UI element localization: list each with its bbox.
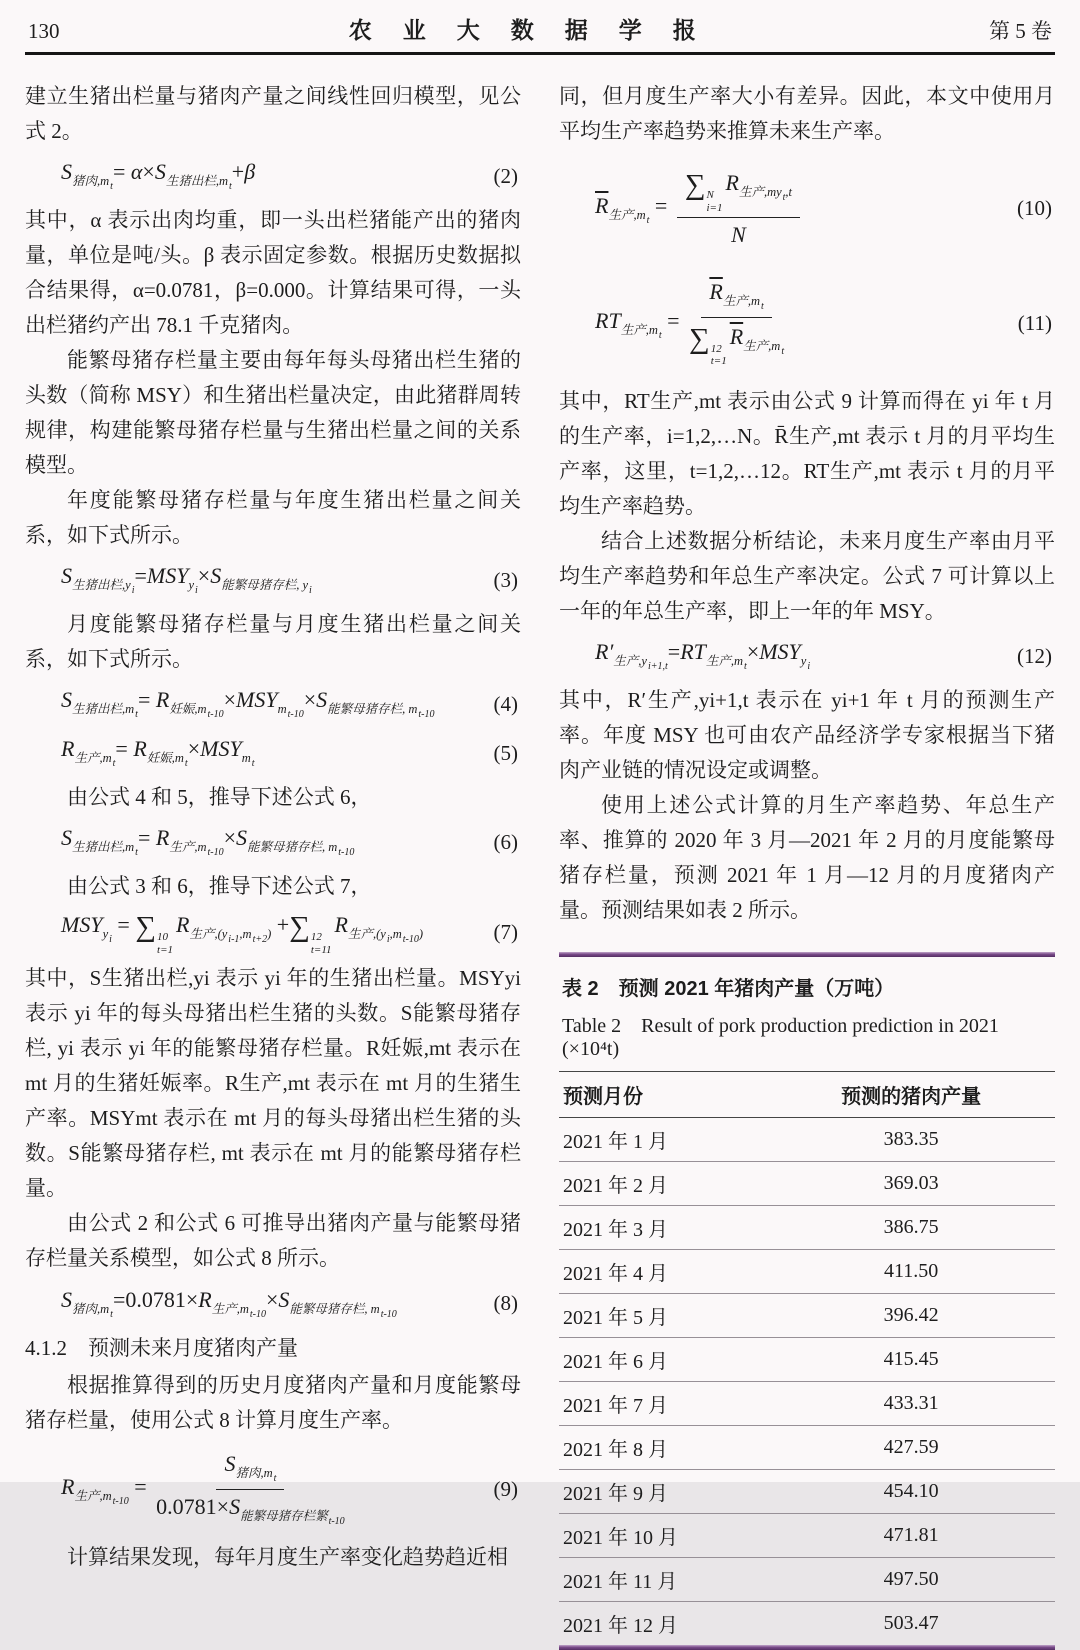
formula-segment: y [102, 927, 109, 941]
formula-segment: ∑ [689, 322, 710, 355]
formula-segment: t [135, 847, 138, 859]
cell-pork-production: 383.35 [767, 1118, 1055, 1162]
formula-segment: 猪肉,m [72, 174, 110, 189]
column-header-month: 预测月份 [559, 1072, 767, 1118]
formula-segment: t [135, 709, 138, 721]
fraction [156, 1450, 345, 1528]
paragraph: 由公式 2 和公式 6 可推导出猪肉产量与能繁母猪存栏量关系模型，如公式 8 所示。 [25, 1211, 521, 1271]
cell-month: 2021 年 6 月 [559, 1338, 767, 1382]
cell-pork-production: 497.50 [767, 1558, 1055, 1602]
formula-segment: 生产,m [620, 323, 658, 338]
formula-segment: 生产,(y [189, 927, 228, 941]
formula-segment: t-10 [207, 709, 224, 721]
formula-12-number: (12) [1017, 643, 1052, 668]
formula-9-number: (9) [493, 1476, 518, 1501]
formula-segment: 生猪出栏,m [72, 702, 135, 717]
formula-segment: t-10 [328, 1515, 345, 1527]
formula-segment: i [309, 585, 312, 597]
formula-segment: MSY [200, 736, 242, 762]
formula-segment: y [188, 578, 195, 593]
formula-segment: 能繁母猪存栏, m [327, 702, 418, 717]
formula-segment: R′ [595, 639, 614, 665]
fraction-denominator [156, 1490, 345, 1529]
formula-6 [25, 820, 521, 864]
formula-segment: t-10 [207, 847, 224, 859]
formula-segment: R [198, 1286, 212, 1312]
table-body [559, 1118, 1055, 1646]
formula-segment: i+1,t [647, 661, 668, 673]
cell-pork-production: 503.47 [883, 1612, 939, 1634]
formula-segment: ∑ [684, 169, 706, 202]
formula-segment: 生产,m [705, 654, 744, 669]
running-head [25, 10, 1055, 45]
cell-month: 2021 年 7 月 [559, 1382, 767, 1426]
formula-segment: S [154, 159, 166, 185]
formula-segment: i-1 [228, 934, 240, 945]
volume-label: 第 5 卷 [989, 19, 1052, 43]
paragraph: 年度能繁母猪存栏量与年度生猪出栏量之间关系，如下式所示。 [25, 488, 521, 547]
formula-11-number: (11) [1017, 310, 1052, 335]
formula-6-number: (6) [493, 829, 518, 854]
paragraph: 结合上述数据分析结论，未来月度生产率由月平均生产率趋势和年总生产率决定。公式 7 可计算以上一年的年总生产率，即上一年的年 MSY。 [559, 529, 1055, 623]
paragraph: 根据推算得到的历史月度猪肉产量和月度能繁母猪存栏量，使用公式 8 计算月度生产率。 [25, 1373, 521, 1433]
table-row [559, 1338, 1055, 1382]
journal-title: 农 业 大 数 据 学 报 [348, 17, 700, 43]
formula-segment: S [224, 1451, 236, 1477]
table-caption-en: Table 2 Result of pork production prediction in 2021 (×10⁴t) [562, 1015, 999, 1060]
formula-segment: = [128, 1474, 153, 1500]
cell-month: 2021 年 12 月 [563, 1615, 678, 1637]
formula-segment: R [61, 736, 75, 762]
formula-2 [25, 154, 521, 198]
formula-segment: ∑ [289, 911, 310, 943]
formula-segment: 生产,m [74, 1489, 112, 1504]
cell-pork-production: 433.31 [767, 1382, 1055, 1426]
formula-segment: = [661, 308, 686, 334]
formula-segment: β [244, 159, 256, 185]
formula-9 [25, 1443, 521, 1535]
fraction-denominator [731, 218, 746, 249]
formula-segment: 能繁母猪存栏, m [247, 840, 338, 855]
formula-segment: S [236, 825, 247, 851]
page-number: 130 [28, 19, 60, 43]
formula-segment: t [744, 661, 747, 673]
formula-segment: 生猪出栏,m [165, 174, 228, 189]
cell-month: 2021 年 1 月 [559, 1118, 767, 1162]
formula-2-body [25, 158, 255, 194]
formula-5-body [25, 735, 255, 771]
formula-segment: 能繁母猪存栏, m [289, 1301, 380, 1316]
formula-7-body [25, 909, 423, 956]
fraction-numerator [701, 278, 771, 318]
table-row [559, 1602, 1055, 1646]
formula-segment: t [273, 1473, 277, 1485]
cell-pork-production: 471.81 [767, 1514, 1055, 1558]
formula-segment: × [197, 563, 211, 589]
header-rule [25, 52, 1055, 55]
formula-segment: m [277, 702, 287, 717]
formula-12-body [559, 638, 810, 674]
paragraph: 使用上述公式计算的月生产率趋势、年总生产率、推算的 2020 年 3 月—2021 年 2 月的月度能繁母猪存栏量，预测 2021 年 1 月—12 月的月度猪肉产量。预测结果如表 2 所示。 [559, 793, 1055, 922]
two-column-body [25, 79, 1055, 1650]
paragraph: 其中，RT生产,mt 表示由公式 9 计算而得在 yi 年 t 月的生产率，i=1,2,…N。R̄生产,mt 表示 t 月的月平均生产率，这里，t=1,2,…12。RT生产,mt 表示 t 月的月平均生产率趋势。 [559, 389, 1055, 518]
formula-segment: 能繁母猪存栏, y [221, 578, 309, 593]
formula-segment: = [649, 193, 673, 219]
formula-segment: $\overline{R}$ [595, 193, 609, 219]
formula-segment: t [110, 1308, 113, 1320]
paragraph: 其中，S生猪出栏,yi 表示 yi 年的生猪出栏量。MSYyi 表示 yi 年的每头母猪出栏生猪的头数。S能繁母猪存栏, yi 表示 yi 年的能繁母猪存栏量。R妊娠,mt 表示在 mt 月的生猪妊娠率。R生产,mt 表示在 mt 月的生猪生产率。MSYmt 表示在 mt 月的每头母猪出栏生猪的头数。S能繁母猪存栏, mt 表示在 mt 月的能繁母猪存栏量。 [25, 966, 521, 1201]
formula-segment: = [112, 159, 131, 185]
formula-segment: × [303, 687, 317, 713]
formula-segment: α [130, 159, 143, 185]
formula-segment: t-10 [418, 709, 435, 721]
formula-6-body [25, 824, 354, 860]
fraction-numerator [677, 167, 800, 218]
paragraph: 由公式 3 和 6，推导下述公式 7， [67, 874, 372, 898]
formula-segment: 能繁母猪存栏繁 [240, 1508, 328, 1523]
table-header-row [559, 1072, 1055, 1118]
formula-3 [25, 558, 521, 602]
formula-segment: t [782, 192, 786, 204]
cell-pork-production: 454.10 [767, 1470, 1055, 1514]
formula-segment: × [265, 1286, 279, 1312]
formula-segment: R [725, 170, 739, 196]
formula-segment: = [134, 563, 147, 589]
formula-8-body [25, 1286, 397, 1322]
table-top-accent-bar [559, 952, 1055, 957]
cell-month: 2021 年 9 月 [559, 1470, 767, 1514]
table-2-figure [559, 952, 1055, 1650]
formula-segment: t [112, 758, 116, 770]
table-row [559, 1426, 1055, 1470]
formula-segment: 生产,(y [348, 927, 386, 941]
formula-segment: = [137, 687, 156, 713]
formula-segment: 生产,m [74, 751, 112, 766]
formula-segment: MSY [61, 912, 103, 937]
cell-month: 2021 年 8 月 [559, 1426, 767, 1470]
table-caption-zh: 表 2 预测 2021 年猪肉产量（万吨） [562, 978, 895, 1000]
table-head [559, 1072, 1055, 1118]
formula-segment: i [807, 661, 811, 673]
table-row [559, 1382, 1055, 1426]
formula-segment: $\overline{R}$ [709, 279, 723, 305]
formula-segment: =0.0781× [112, 1286, 199, 1312]
formula-segment: × [746, 639, 760, 665]
formula-segment: t+2 [252, 934, 268, 945]
column-header-value: 预测的猪肉产量 [767, 1072, 1055, 1118]
formula-segment: R [61, 1474, 75, 1500]
formula-segment: 生猪出栏,y [72, 578, 131, 593]
table-row [559, 1514, 1055, 1558]
formula-segment: 生产,m [211, 1301, 249, 1316]
formula-segment: = [667, 639, 681, 665]
formula-segment: ) [418, 927, 424, 941]
formula-segment: + [231, 159, 245, 185]
formula-segment: ∑ [135, 911, 157, 943]
table-2-captions [559, 972, 1055, 1061]
formula-segment: R [133, 736, 147, 762]
formula-segment: S [61, 825, 72, 851]
formula-segment: 生产,m [169, 840, 207, 855]
paragraph: 由公式 4 和 5，推导下述公式 6， [67, 785, 372, 809]
fraction [689, 278, 784, 368]
sum-limits: 10 t=1 [157, 931, 173, 956]
section-heading-4-1-2: 4.1.2 预测未来月度猪肉产量 [25, 1336, 298, 1361]
formula-segment: 生产,m [743, 338, 781, 353]
formula-segment: ) [267, 927, 272, 941]
cell-month: 2021 年 11 月 [559, 1558, 767, 1602]
formula-segment: i [131, 585, 135, 597]
table-row [559, 1162, 1055, 1206]
prediction-table [559, 1071, 1055, 1645]
formula-segment: = [137, 825, 156, 851]
right-column [559, 79, 1055, 1650]
table-row [559, 1206, 1055, 1250]
formula-segment: t-10 [287, 709, 304, 721]
formula-segment: R [176, 912, 190, 937]
formula-segment: 0.0781× [156, 1493, 230, 1519]
paragraph: 月度能繁母猪存栏量与月度生猪出栏量之间关系，如下式所示。 [25, 612, 521, 671]
fraction-denominator [689, 318, 784, 368]
formula-segment: 生产,m [722, 294, 760, 309]
formula-4-body [25, 686, 435, 722]
paragraph: 建立生猪出栏量与猪肉产量之间线性回归模型，见公式 2。 [25, 84, 521, 143]
formula-10-body [559, 167, 804, 249]
formula-8-number: (8) [493, 1290, 518, 1315]
formula-segment: 生产,my [738, 185, 782, 200]
formula-segment: S [316, 687, 328, 713]
formula-segment: MSY [759, 639, 801, 665]
formula-7-number: (7) [493, 920, 518, 945]
formula-12 [559, 634, 1055, 678]
formula-5 [25, 731, 521, 775]
formula-segment: t [110, 181, 113, 193]
formula-segment: 妊娠,m [169, 702, 207, 717]
cell-pork-production: 415.45 [767, 1338, 1055, 1382]
cell-month: 2021 年 2 月 [559, 1162, 767, 1206]
cell-month: 2021 年 3 月 [559, 1206, 767, 1250]
cell-month: 2021 年 4 月 [559, 1250, 767, 1294]
formula-7 [25, 909, 521, 956]
formula-segment: t [781, 345, 785, 357]
formula-3-number: (3) [493, 567, 518, 592]
formula-10 [559, 154, 1055, 262]
formula-segment: 生产,y [613, 654, 647, 669]
formula-segment: RT [680, 639, 706, 665]
formula-11-body [559, 278, 788, 368]
sum-limits: 12 t=1 [710, 342, 727, 368]
formula-segment: t [760, 301, 764, 313]
formula-2-number: (2) [493, 163, 518, 188]
cell-month: 2021 年 5 月 [559, 1294, 767, 1338]
formula-segment: × [223, 825, 236, 851]
table-row [559, 1294, 1055, 1338]
formula-segment: ,m [239, 927, 252, 941]
formula-5-number: (5) [493, 740, 518, 765]
formula-11 [559, 267, 1055, 379]
formula-segment: × [187, 736, 201, 762]
formula-segment: 猪肉,m [72, 1301, 110, 1316]
formula-segment: 生猪出栏,m [72, 840, 135, 855]
paragraph: 其中，α 表示出肉均重，即一头出栏猪能产出的猪肉量，单位是吨/头。β 表示固定参数。根据历史数据拟合结果得，α=0.0781，β=0.000。计算结果可得，一头出栏猪约产出 78.1 千克猪肉。 [25, 208, 521, 337]
formula-segment: S [61, 159, 72, 185]
formula-segment: t-10 [249, 1308, 266, 1320]
sum-limits: N i=1 [706, 189, 723, 214]
cell-pork-production: 427.59 [767, 1426, 1055, 1470]
formula-segment: i [109, 934, 112, 945]
table-row [559, 1470, 1055, 1514]
formula-9-body [25, 1450, 349, 1528]
formula-segment: 猪肉,m [235, 1466, 273, 1481]
formula-segment: m [241, 751, 251, 766]
formula-8 [25, 1281, 521, 1325]
formula-segment: i [386, 934, 390, 945]
fraction-numerator [216, 1450, 284, 1490]
formula-segment: S [61, 687, 72, 713]
formula-segment: t-10 [112, 1496, 129, 1508]
formula-segment: N [731, 222, 746, 248]
formula-segment: $\overline{R}$ [729, 323, 744, 349]
formula-segment: × [223, 687, 236, 713]
formula-segment: MSY [146, 563, 189, 589]
left-column [25, 79, 521, 1650]
formula-segment: × [142, 159, 155, 185]
cell-pork-production: 369.03 [767, 1162, 1055, 1206]
formula-segment: R [155, 687, 170, 713]
paragraph: 其中，R′生产,yi+1,t 表示在 yi+1 年 t 月的预测生产率。年度 MSY 也可由农产品经济学专家根据当下猪肉产业链的情况设定或调整。 [559, 688, 1055, 782]
table-row [559, 1118, 1055, 1162]
formula-segment: t [646, 215, 650, 227]
formula-segment: t-10 [338, 847, 355, 859]
formula-segment: ,t [785, 185, 793, 200]
cell-month: 2021 年 10 月 [559, 1514, 767, 1558]
formula-segment: S [61, 1286, 72, 1312]
formula-segment: RT [595, 308, 621, 334]
formula-segment: y [800, 654, 807, 669]
sum-limits: 12 t=11 [310, 931, 332, 956]
formula-segment: i [195, 585, 198, 597]
formula-segment: ,m [389, 927, 402, 941]
formula-segment: t [251, 758, 255, 770]
formula-segment: 生产,m [608, 208, 646, 223]
paragraph: 能繁母猪存栏量主要由每年每头母猪出栏生猪的头数（简称 MSY）和生猪出栏量决定，由此猪群周转规律，构建能繁母猪存栏量与生猪出栏量之间的关系模型。 [25, 348, 521, 477]
cell-pork-production: 386.75 [767, 1206, 1055, 1250]
formula-segment: S [278, 1286, 290, 1312]
table-row [559, 1558, 1055, 1602]
formula-segment: 妊娠,m [146, 751, 184, 766]
formula-segment: = [115, 736, 134, 762]
formula-segment: S [229, 1493, 241, 1519]
table-row [559, 1250, 1055, 1294]
formula-4-number: (4) [493, 691, 518, 716]
formula-segment: S [61, 563, 72, 589]
paragraph: 同，但月度生产率大小有差异。因此，本文中使用月平均生产率趋势来推算未来生产率。 [559, 84, 1055, 143]
formula-segment: R [334, 912, 348, 937]
formula-segment: t [658, 330, 662, 342]
formula-segment: + [271, 912, 290, 937]
formula-segment: t-10 [380, 1308, 397, 1320]
formula-segment: MSY [236, 687, 278, 713]
cell-pork-production: 396.42 [767, 1294, 1055, 1338]
formula-3-body [25, 562, 312, 598]
paragraph: 计算结果发现，每年月度生产率变化趋势趋近相 [67, 1545, 508, 1570]
formula-segment: t-10 [402, 934, 419, 945]
formula-segment: S [210, 563, 222, 589]
table-bottom-accent-bar [559, 1645, 1055, 1650]
formula-segment: t [229, 181, 232, 193]
cell-pork-production: 411.50 [767, 1250, 1055, 1294]
fraction [677, 167, 800, 249]
formula-10-number: (10) [1017, 195, 1052, 220]
formula-segment: = [111, 912, 136, 937]
formula-4 [25, 682, 521, 726]
formula-segment: R [155, 825, 170, 851]
formula-segment: t [184, 758, 188, 770]
